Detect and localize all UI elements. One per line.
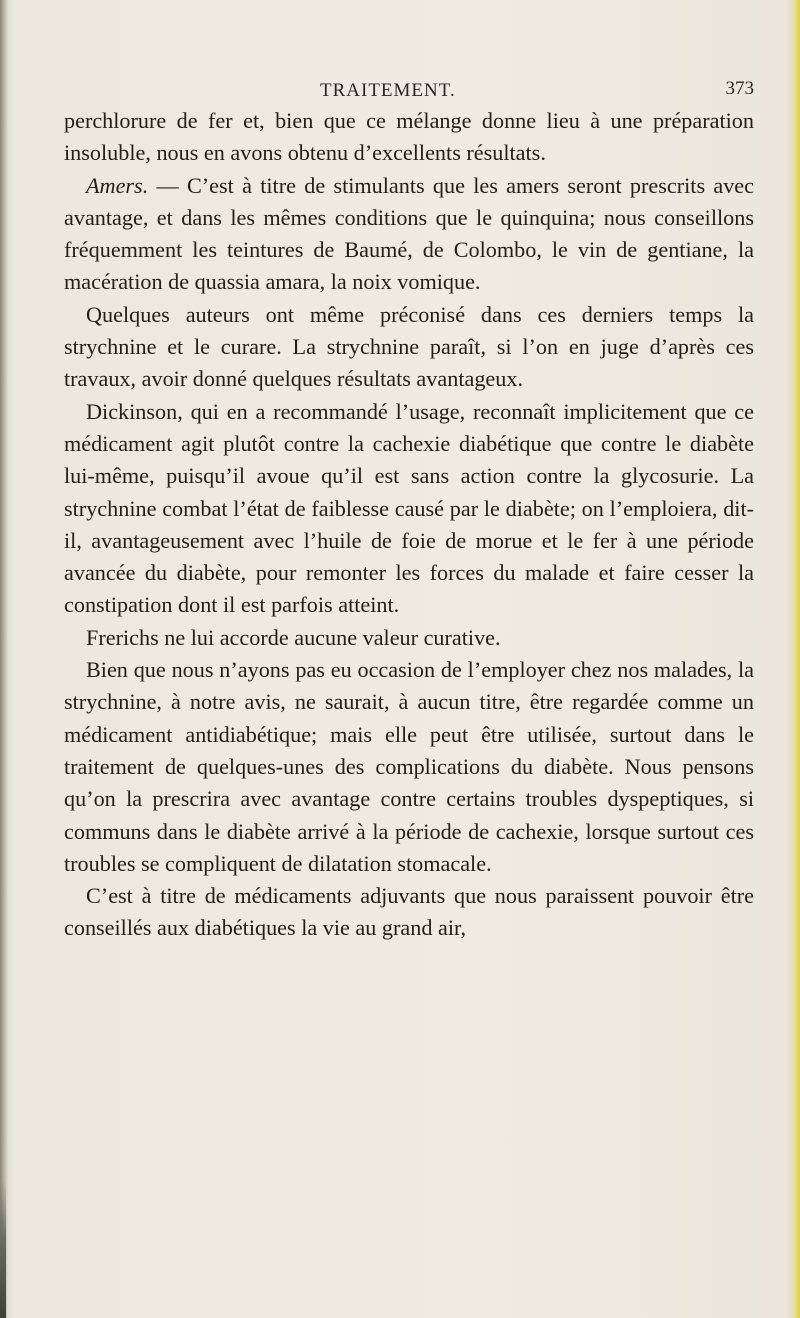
- paragraph-text: — C’est à titre de stimulants que les amers seront prescrits avec avantage, et dans les mêmes conditions que le quinquina; nous conseillons fréquemment les teintures de Baumé, de Colombo, le vin de gentiane, la macération de quassia amara, la noix vomique.: [64, 172, 754, 295]
- page-right-edge: [786, 0, 800, 1318]
- paragraph-text: Quelques auteurs ont même préconisé dans ces derniers temps la strychnine et le curare. La strychnine paraît, si l’on en juge d’après ces travaux, avoir donné quelques résultats avantageux.: [64, 301, 754, 392]
- paragraph-strychnine-curare: [64, 299, 754, 396]
- page-number: 373: [725, 78, 754, 99]
- running-title: TRAITEMENT.: [320, 80, 456, 101]
- paragraph-adjuvants: [64, 880, 754, 945]
- paragraph-text: Dickinson, qui en a recommandé l’usage, reconnaît implicitement que ce médicament agit plutôt contre la cachexie diabétique que contre le diabète lui-même, puisqu’il avoue qu’il est sans action contre la glycosurie. La strychnine combat l’état de faiblesse causé par le diabète; on l’emploiera, dit-il, avantageusement avec l’huile de foie de morue et le fer à une période avancée du diabète, pour remonter les forces du malade et faire cesser la constipation dont il est parfois atteint.: [64, 398, 754, 618]
- paragraph-amers: [64, 170, 754, 299]
- paragraph-avis: [64, 654, 754, 880]
- page-left-shadow: [0, 0, 8, 1318]
- paragraph-text: perchlorure de fer et, bien que ce mélange donne lieu à une préparation insoluble, nous en avons obtenu d’excellents résultats.: [64, 108, 754, 166]
- page-header: [64, 80, 754, 106]
- section-lead-amers: Amers.: [86, 172, 149, 198]
- page-binding-shadow: [0, 1180, 6, 1318]
- paragraph-text: Frerichs ne lui accorde aucune valeur curative.: [86, 624, 501, 650]
- paragraph-frerichs: [64, 622, 754, 654]
- paragraph-dickinson: [64, 396, 754, 622]
- paragraph-text: Bien que nous n’ayons pas eu occasion de l’employer chez nos malades, la strychnine, à notre avis, ne saurait, à aucun titre, être regardée comme un médicament antidiabétique; mais elle peut être utilisée, surtout dans le traitement de quelques-unes des complications du diabète. Nous pensons qu’on la prescrira avec avantage contre certains troubles dyspeptiques, si communs dans le diabète arrivé à la période de cachexie, lorsque surtout ces troubles se compliquent de dilatation stomacale.: [64, 657, 754, 876]
- body-text: [64, 105, 754, 945]
- paragraph-continuation: [64, 105, 754, 170]
- paragraph-text: C’est à titre de médicaments adjuvants que nous paraissent pouvoir être conseillés aux diabétiques la vie au grand air,: [64, 883, 754, 941]
